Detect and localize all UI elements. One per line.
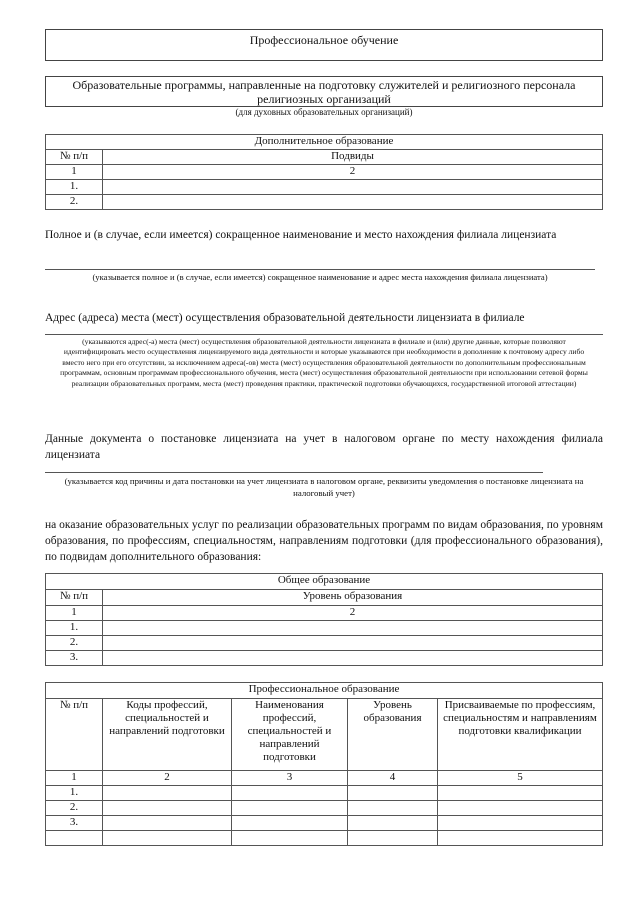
fill-line — [45, 472, 543, 473]
religious-programs-box — [45, 76, 603, 107]
column-header: Уровень образования — [103, 590, 603, 606]
tax-registration-label: Данные документа о постановке лицензиата на учет в налоговом органе по месту нахождения филиала лицензиата — [45, 433, 603, 461]
table-cell — [103, 195, 603, 210]
column-number: 1 — [46, 771, 103, 786]
table-title: Общее образование — [46, 574, 603, 590]
row-number: 2. — [46, 195, 103, 210]
table-row — [46, 801, 603, 816]
table-cell — [232, 786, 348, 801]
column-number: 4 — [348, 771, 438, 786]
column-header: Уровень образования — [348, 699, 438, 771]
table-cell — [232, 831, 348, 846]
table-row — [46, 651, 603, 666]
table-cell — [438, 786, 603, 801]
row-number: 2. — [46, 636, 103, 651]
general-education-table — [45, 573, 603, 666]
table-cell — [438, 801, 603, 816]
fill-line — [45, 334, 603, 335]
table-cell — [232, 801, 348, 816]
religious-programs-note: (для духовных образовательных организаций) — [235, 107, 413, 117]
table-cell — [103, 816, 232, 831]
table-row — [46, 636, 603, 651]
row-number: 1. — [46, 180, 103, 195]
column-header: Наименования профессий, специальностей и направлений подготовки — [232, 699, 348, 771]
table-title: Профессиональное образование — [46, 683, 603, 699]
additional-education-table — [45, 134, 603, 210]
column-number: 5 — [438, 771, 603, 786]
column-number: 3 — [232, 771, 348, 786]
table-cell — [348, 786, 438, 801]
table-cell — [103, 786, 232, 801]
table-cell — [103, 180, 603, 195]
table-cell — [348, 801, 438, 816]
column-number: 1 — [46, 165, 103, 180]
branch-address-label: Адрес (адреса) места (мест) осуществления образовательной деятельности лицензиата в филиале — [45, 312, 525, 324]
branch-name-label: Полное и (в случае, если имеется) сокращенное наименование и место нахождения филиала лицензиата — [45, 229, 557, 241]
table-cell — [348, 831, 438, 846]
row-number: 2. — [46, 801, 103, 816]
fill-line — [45, 269, 595, 270]
table-cell — [438, 816, 603, 831]
row-number: 1. — [46, 621, 103, 636]
branch-name-note: (указывается полное и (в случае, если имеется) сокращенное наименование и адрес места нахождения филиала лицензиата) — [92, 272, 548, 282]
table-cell — [438, 831, 603, 846]
column-header: Подвиды — [103, 150, 603, 165]
column-header: № п/п — [46, 150, 103, 165]
row-number: 3. — [46, 816, 103, 831]
table-cell — [232, 816, 348, 831]
row-number — [46, 831, 103, 846]
services-text: на оказание образовательных услуг по реализации образовательных программ по видам образования, по уровням образования, по профессиям, специальностям, направлениям подготовки (для профессионального образования), по подвидам дополнительного образования: — [45, 519, 603, 563]
table-cell — [103, 801, 232, 816]
table-cell — [103, 636, 603, 651]
table-row — [46, 195, 603, 210]
branch-address-note: (указываются адрес(-а) места (мест) осуществления образовательной деятельности лицензиата в филиале и (или) другие данные, которые позволяют идентифицировать место осуществления лицензируемого вида деятельности и которые указываются при необходимости в дополнение к почтовому адресу либо вместо него при его отсутствии, за исключением адреса(-ов) места (мест) осуществления образовательной деятельности по дополнительным профессиональным программам, основным программам профессионального обучения, места (мест) осуществления образовательной деятельности при использовании сетевой формы реализации образовательных программ, места (мест) проведения практики, практической подготовки обучающихся, государственной итоговой аттестации) — [60, 337, 588, 388]
table-row — [46, 786, 603, 801]
table-row — [46, 621, 603, 636]
table-row — [46, 831, 603, 846]
row-number: 3. — [46, 651, 103, 666]
column-header: № п/п — [46, 590, 103, 606]
table-cell — [103, 831, 232, 846]
column-number: 1 — [46, 606, 103, 621]
column-header: № п/п — [46, 699, 103, 771]
column-number: 2 — [103, 771, 232, 786]
column-header: Присваиваемые по профессиям, специальностям и направлениям подготовки квалификации — [438, 699, 603, 771]
religious-programs-title: Образовательные программы, направленные на подготовку служителей и религиозного персонала религиозных организаций — [72, 78, 576, 106]
column-number: 2 — [103, 606, 603, 621]
professional-education-table — [45, 682, 603, 846]
row-number: 1. — [46, 786, 103, 801]
table-cell — [103, 621, 603, 636]
column-header: Коды профессий, специальностей и направлений подготовки — [103, 699, 232, 771]
section-title-box — [45, 29, 603, 61]
section-title: Профессиональное обучение — [249, 33, 399, 47]
table-row — [46, 180, 603, 195]
column-number: 2 — [103, 165, 603, 180]
table-row — [46, 816, 603, 831]
tax-registration-note: (указывается код причины и дата постановки на учет лицензиата в налоговом органе, реквизиты уведомления о постановке лицензиата на налоговый учет) — [64, 476, 584, 498]
table-cell — [348, 816, 438, 831]
table-cell — [103, 651, 603, 666]
table-title: Дополнительное образование — [46, 135, 603, 150]
